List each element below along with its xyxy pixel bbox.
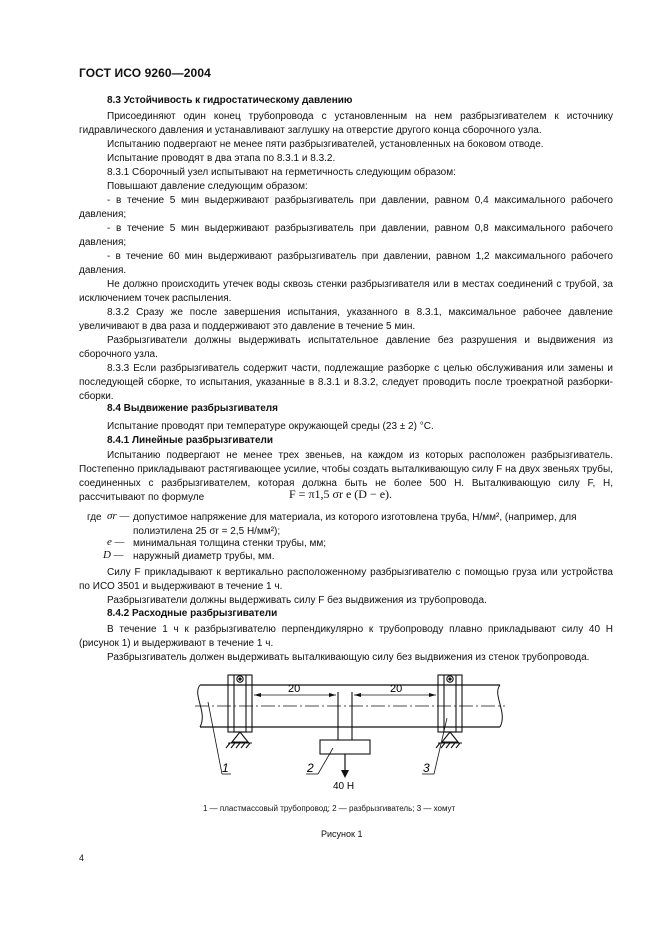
figure-title: Рисунок 1 [321, 829, 363, 839]
s84-paragraph-6: Разбрызгиватель должен выдерживать выталкивающую силу без выдвижения из стенок трубопровода. [107, 652, 590, 663]
section-8-3-title: 8.3 Устойчивость к гидростатическому давлению [107, 95, 353, 106]
s83-paragraph-8: Разбрызгиватели должны выдерживать испытательное давление без разрушения и выдвижения из сборочного узла. [79, 335, 613, 360]
force-label: 40 Н [333, 781, 355, 792]
s83-bullet-1: - в течение 5 мин выдерживают разбрызгиватель при давлении, равном 0,4 максимального рабочего давления; [79, 195, 613, 220]
clamp-left [226, 675, 252, 748]
s84-paragraph-5: В течение 1 ч к разбрызгивателю перпендикулярно к трубопроводу плавно прикладывают силу 40 Н (рисунок 1) и выдерживают в течение 1 ч. [79, 624, 613, 649]
dimension-right-label: 20 [390, 683, 403, 695]
s83-paragraph-7: 8.3.2 Сразу же после завершения испытания, указанного в 8.3.1, максимальное рабочее давление увеличивают в два раза и поддерживают это давление в течение 5 мин. [79, 307, 613, 332]
clamp-right [436, 675, 462, 748]
where-label: где [87, 512, 102, 523]
formula: F = π1,5 σr e (D − e). [289, 487, 393, 501]
legend-term-d: D — [103, 549, 124, 561]
s84-paragraph-2: Испытанию подвергают не менее трех звеньев, на каждом из которых расположен разбрызгиватель. Постепенно прикладывают растягивающее усилие, чтобы создать выталкивающую силу F на двух звеньях трубы, соединенных с разбрызгивателем, которая должна быть не более 500 Н. Выталкивающую силу F, Н, рассчитывают по формуле [79, 450, 613, 503]
section-8-4-title: 8.4 Выдвижение разбрызгивателя [107, 403, 278, 414]
s83-paragraph-5: Повышают давление следующим образом: [107, 181, 308, 192]
label-3: 3 [423, 761, 430, 775]
legend-term-sigma: σr — [107, 510, 130, 522]
force-arrowhead [341, 770, 349, 778]
s84-paragraph-3: Силу F прикладывают к вертикально расположенному разбрызгивателю с помощью груза или устройства по ИСО 3501 и выдерживают в течение 1 ч. [79, 567, 613, 592]
page-number: 4 [79, 853, 85, 863]
sprinkler [320, 692, 370, 754]
s83-paragraph-1: Присоединяют один конец трубопровода с установленным на нем разбрызгивателем к источнику гидравлического давления и устанавливают заглушку на отверстие другого конца сборочного узла. [79, 111, 613, 136]
s83-bullet-3: - в течение 60 мин выдерживают разбрызгиватель при давлении, равном 1,2 максимального рабочего давления. [79, 251, 613, 276]
s83-bullet-2: - в течение 5 мин выдерживают разбрызгиватель при давлении, равном 0,8 максимального рабочего давления; [79, 223, 613, 248]
s83-paragraph-2: Испытанию подвергают не менее пяти разбрызгивателей, установленных на боковом отводе. [107, 139, 544, 150]
s83-paragraph-9: 8.3.3 Если разбрызгиватель содержит части, подлежащие разборке с целью обслуживания или замены и последующей сборке, то испытания, указанные в 8.3.1 и 8.3.2, следует проводить после троекратной разборки-сборки. [79, 363, 613, 402]
dimension-left-label: 20 [288, 683, 301, 695]
section-8-4-1-title: 8.4.1 Линейные разбрызгиватели [107, 435, 274, 446]
s83-paragraph-3: Испытание проводят в два этапа по 8.3.1 и 8.3.2. [107, 153, 336, 164]
legend-def-d: наружный диаметр трубы, мм. [133, 551, 275, 562]
legend-def-sigma: допустимое напряжение для материала, из которого изготовлена труба, Н/мм², (например, для полиэтилена 25 σr = 2,5 Н/мм²); [133, 512, 577, 537]
document-header: ГОСТ ИСО 9260—2004 [79, 66, 211, 80]
figure-1-diagram [190, 670, 510, 796]
label-2: 2 [307, 761, 314, 775]
legend-term-e: e — [107, 536, 125, 548]
figure-caption: 1 — пластмассовый трубопровод; 2 — разбрызгиватель; 3 — хомут [203, 804, 456, 813]
s83-paragraph-6: Не должно происходить утечек воды сквозь стенки разбрызгивателя или в местах соединений с трубой, за исключением точек распыления. [79, 279, 613, 304]
label-1: 1 [222, 761, 229, 775]
legend-def-e: минимальная толщина стенки трубы, мм; [133, 538, 327, 549]
s83-paragraph-4: 8.3.1 Сборочный узел испытывают на герметичность следующим образом: [107, 167, 456, 178]
s84-paragraph-4: Разбрызгиватели должны выдерживать силу F без выдвижения из трубопровода. [107, 595, 487, 606]
s84-paragraph-1: Испытание проводят при температуре окружающей среды (23 ± 2) °С. [107, 421, 434, 432]
section-8-4-2-title: 8.4.2 Расходные разбрызгиватели [107, 608, 278, 619]
